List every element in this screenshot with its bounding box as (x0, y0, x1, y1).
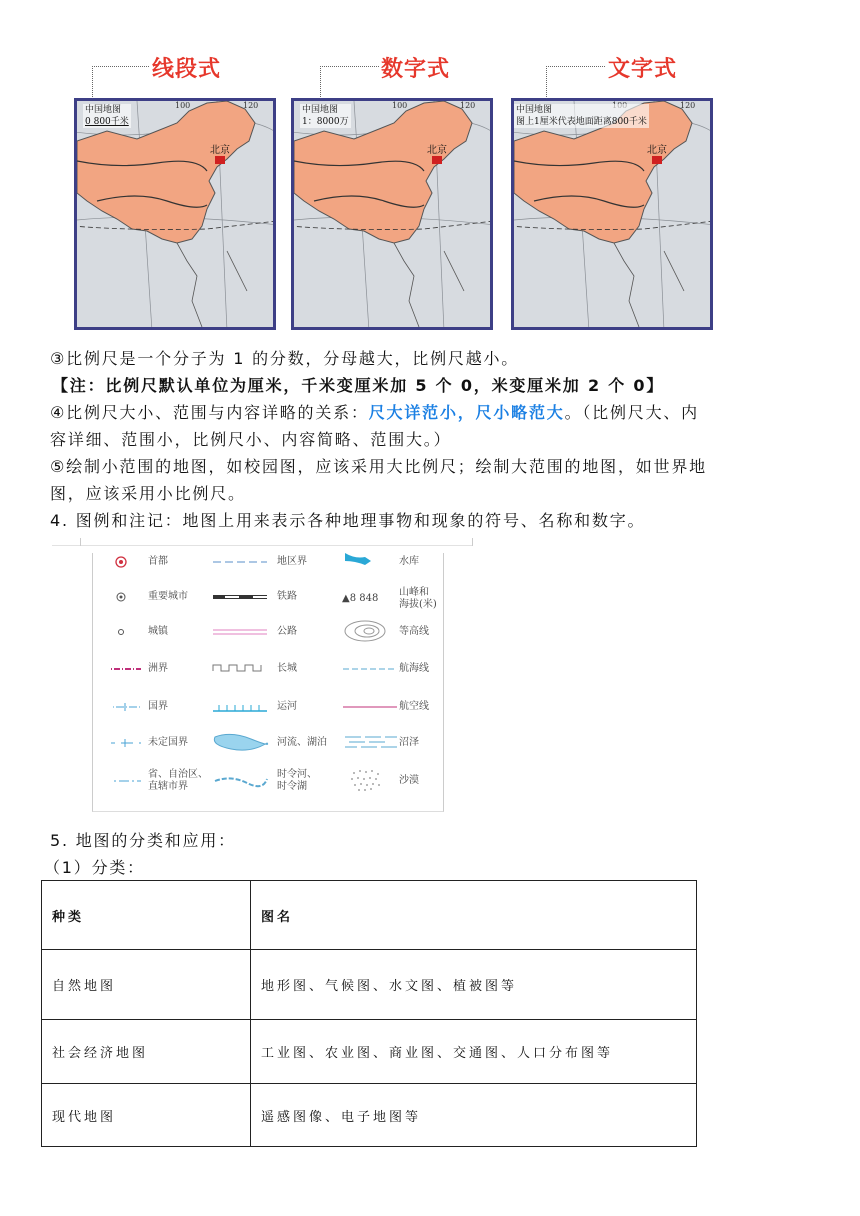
scale-title-number: 数字式 (381, 57, 451, 82)
lon-label: 120 (243, 101, 259, 110)
legend-label-canal: 运河 (277, 701, 297, 712)
text-span: ④比例尺大小、范围与内容详略的关系： (50, 403, 369, 422)
legend-label-contour: 等高线 (399, 626, 429, 637)
map-legend-box (514, 104, 649, 128)
legend-symbols-col2 (211, 553, 271, 803)
peak-symbol: ▲8 848 (342, 593, 379, 604)
legend-label-capital: 首都 (148, 556, 168, 567)
paragraph-scale-relation (50, 402, 699, 424)
legend-label-highway: 公路 (277, 626, 297, 637)
legend-label-swamp: 沼泽 (399, 737, 419, 748)
scale-title-text: 文字式 (608, 57, 678, 82)
highlight-rule: 尺大详范小，尺小略范大 (368, 403, 565, 422)
text-scale: 图上1厘米代表地面距离800千米 (516, 117, 647, 127)
legend-label-sea-route: 航海线 (399, 663, 429, 674)
divider (472, 538, 473, 546)
china-map-number-scale (291, 98, 493, 330)
paragraph-scale-fraction: ③比例尺是一个分子为 1 的分数，分母越大，比例尺越小。 (50, 349, 520, 368)
lon-label: 100 (392, 101, 408, 110)
classification-table (41, 880, 697, 1147)
table-header-row (42, 881, 697, 950)
paragraph-drawing-scale: ⑤绘制小范围的地图，如校园图，应该采用大比例尺；绘制大范围的地图，如世界地 (50, 457, 707, 476)
subheading-classification: （1）分类： (44, 858, 145, 877)
table-cell: 社会经济地图 (42, 1020, 251, 1084)
table-cell: 自然地图 (42, 950, 251, 1020)
city-label-beijing: 北京 (210, 145, 230, 156)
legend-label-national-border: 国界 (148, 701, 168, 712)
table-cell: 工业图、农业图、商业图、交通图、人口分布图等 (251, 1020, 697, 1084)
scale-title-line: 线段式 (152, 57, 222, 82)
table-cell: 地形图、气候图、水文图、植被图等 (251, 950, 697, 1020)
legend-label-railway: 铁路 (277, 591, 297, 602)
divider (52, 545, 472, 546)
table-header-cell: 种类 (42, 881, 251, 950)
legend-label-river-lake: 河流、湖泊 (277, 737, 327, 748)
paragraph-drawing-scale-cont: 图，应该采用小比例尺。 (50, 484, 246, 503)
city-label-beijing: 北京 (647, 145, 667, 156)
heading-map-classification: 5. 地图的分类和应用： (50, 831, 236, 850)
heading-legend: 4. 图例和注记：地图上用来表示各种地理事物和现象的符号、名称和数字。 (50, 511, 646, 530)
table-row (42, 950, 697, 1020)
map-title: 中国地图 (516, 105, 553, 115)
legend-label-desert: 沙漠 (399, 775, 419, 786)
legend-label-undefined-border: 未定国界 (148, 737, 188, 748)
divider (80, 538, 81, 546)
number-scale: 1：8000万 (302, 117, 349, 127)
legend-label-air-route: 航空线 (399, 701, 429, 712)
table-row (42, 1084, 697, 1147)
paragraph-scale-relation-cont: 容详细、范围小，比例尺小、内容简略、范围大。） (50, 430, 452, 449)
lon-label: 120 (460, 101, 476, 110)
map-legend-box (83, 104, 131, 128)
map-title: 中国地图 (302, 105, 339, 115)
legend-label-town: 城镇 (148, 626, 168, 637)
table-header-cell: 图名 (251, 881, 697, 950)
text-span: 。（比例尺大、内 (564, 403, 699, 422)
legend-label-peak: 山峰和 海拔(米) (399, 587, 437, 610)
legend-label-continent-border: 洲界 (148, 663, 168, 674)
map-legend-figure (92, 553, 444, 812)
city-label-beijing: 北京 (427, 145, 447, 156)
table-cell: 现代地图 (42, 1084, 251, 1147)
lon-label: 120 (680, 101, 696, 110)
map-legend-box (300, 104, 351, 128)
paragraph-note: 【注：比例尺默认单位为厘米，千米变厘米加 5 个 0，米变厘米加 2 个 0】 (52, 376, 665, 395)
legend-label-district-border: 地区界 (277, 556, 307, 567)
legend-label-provincial-border: 省、自治区、 直辖市界 (148, 769, 208, 792)
line-scale-bar: 0 800千米 (85, 117, 129, 127)
table-cell: 遥感图像、电子地图等 (251, 1084, 697, 1147)
legend-label-reservoir: 水库 (399, 556, 419, 567)
china-map-line-scale (74, 98, 276, 330)
legend-label-major-city: 重要城市 (148, 591, 188, 602)
lon-label: 100 (175, 101, 191, 110)
legend-label-great-wall: 长城 (277, 663, 297, 674)
legend-symbols-col3 (341, 553, 401, 803)
table-row (42, 1020, 697, 1084)
legend-label-seasonal-river: 时令河、 时令湖 (277, 769, 317, 792)
desert-symbol (349, 767, 383, 793)
map-title: 中国地图 (85, 105, 122, 115)
china-map-text-scale (511, 98, 713, 330)
